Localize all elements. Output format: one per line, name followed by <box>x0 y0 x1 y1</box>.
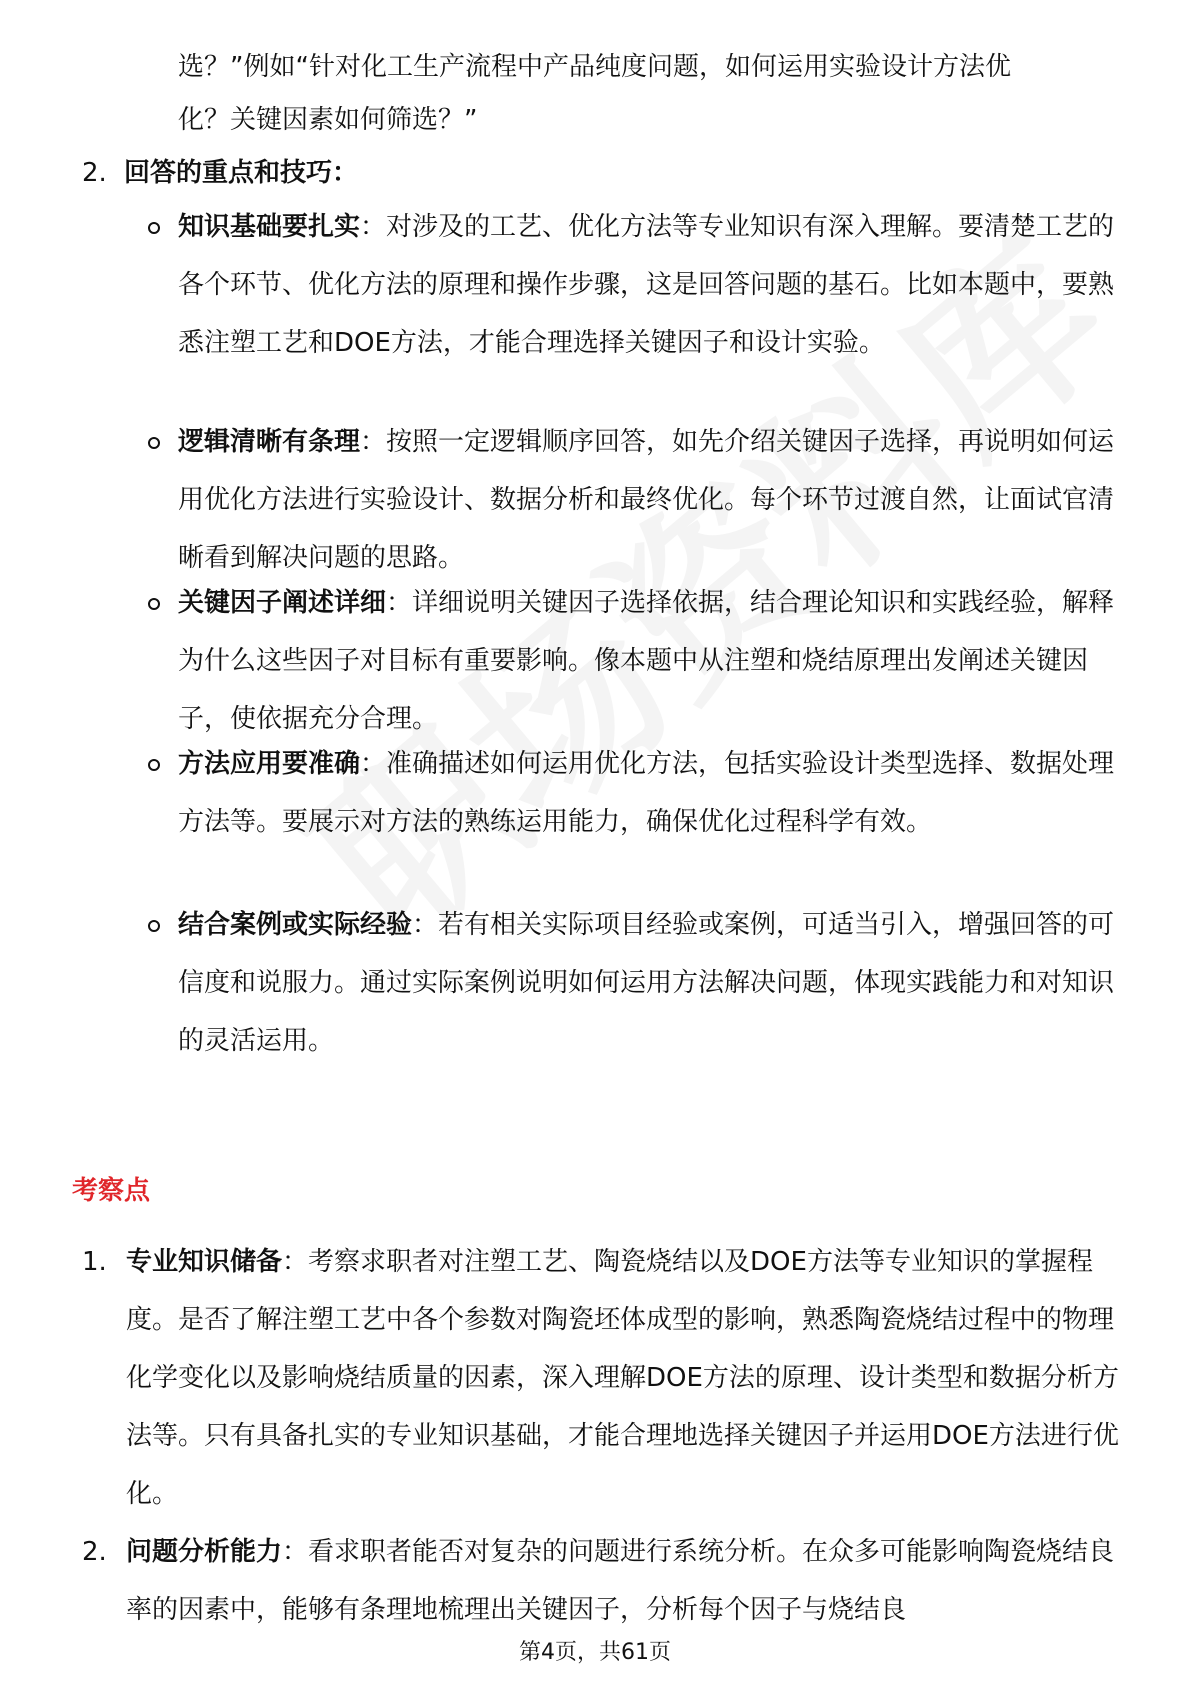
bullet-marker <box>148 222 160 234</box>
bullet-text: 对涉及的工艺、优化方法等专业知识有深入理解。要清楚工艺的各个环节、优化方法的原理和操作步骤，这是回答问题的基石。比如本题中，要熟悉注塑工艺和DOE方法，才能合理选择关键因子和设计实验。 <box>178 212 1115 358</box>
item-heading-text: 回答的重点和技巧： <box>124 158 359 188</box>
section-item-text: 看求职者能否对复杂的问题进行系统分析。在众多可能影响陶瓷烧结良率的因素中，能够有条理地梳理出关键因子，分析每个因子与烧结良 <box>126 1537 1115 1625</box>
section-item-sep: ： <box>282 1537 309 1567</box>
bullet-sep: ： <box>360 427 387 457</box>
bullet-text: 详细说明关键因子选择依据，结合理论知识和实践经验，解释为什么这些因子对目标有重要影响。像本题中从注塑和烧结原理出发阐述关键因子，使依据充分合理。 <box>178 588 1115 734</box>
section-item-text: 考察求职者对注塑工艺、陶瓷烧结以及DOE方法等专业知识的掌握程度。是否了解注塑工艺中各个参数对陶瓷坯体成型的影响，熟悉陶瓷烧结过程中的物理化学变化以及影响烧结质量的因素，深入理解DOE方法的原理、设计类型和数据分析方法等。只有具备扎实的专业知识基础，才能合理地选择关键因子并运用DOE方法进行优化。 <box>126 1247 1119 1509</box>
bullet-text: 准确描述如何运用优化方法，包括实验设计类型选择、数据处理方法等。要展示对方法的熟练运用能力，确保优化过程科学有效。 <box>178 749 1115 837</box>
section-item <box>126 1523 1121 1639</box>
section-item-title: 专业知识储备 <box>126 1247 283 1277</box>
bullet-item <box>178 735 1118 851</box>
bullet-marker <box>148 598 160 610</box>
bullet-text: 若有相关实际项目经验或案例，可适当引入，增强回答的可信度和说服力。通过实际案例说明如何运用方法解决问题，体现实践能力和对知识的灵活运用。 <box>178 910 1115 1056</box>
bullet-title: 方法应用要准确 <box>178 749 361 779</box>
section-item-title: 问题分析能力 <box>126 1537 283 1567</box>
bullet-marker <box>148 759 160 771</box>
bullet-sep: ： <box>412 910 439 940</box>
bullet-sep: ： <box>360 749 387 779</box>
bullet-text: 按照一定逻辑顺序回答，如先介绍关键因子选择，再说明如何运用优化方法进行实验设计、数据分析和最终优化。每个环节过渡自然，让面试官清晰看到解决问题的思路。 <box>178 427 1115 573</box>
bullet-title: 逻辑清晰有条理 <box>178 427 361 457</box>
intro-line-2: 化？关键因素如何筛选？” <box>178 105 478 135</box>
section-item-number: 1. <box>82 1247 107 1277</box>
bullet-item <box>178 198 1118 372</box>
bullet-title: 关键因子阐述详细 <box>178 588 387 618</box>
bullet-item <box>178 896 1118 1070</box>
section-title: 考察点 <box>72 1176 151 1206</box>
section-item-sep: ： <box>282 1247 309 1277</box>
page-footer: 第4页，共61页 <box>519 1640 671 1665</box>
item-heading <box>124 158 358 188</box>
bullet-marker <box>148 437 160 449</box>
item-number: 2. <box>82 158 107 188</box>
bullet-title: 结合案例或实际经验 <box>178 910 413 940</box>
intro-line-1: 选？”例如“针对化工生产流程中产品纯度问题，如何运用实验设计方法优 <box>178 52 1011 82</box>
bullet-item <box>178 413 1118 587</box>
section-item-number: 2. <box>82 1537 107 1567</box>
bullet-marker <box>148 920 160 932</box>
bullet-title: 知识基础要扎实 <box>178 212 361 242</box>
bullet-item <box>178 574 1118 748</box>
bullet-sep: ： <box>360 212 387 242</box>
section-item <box>126 1233 1121 1523</box>
bullet-sep: ： <box>386 588 413 618</box>
